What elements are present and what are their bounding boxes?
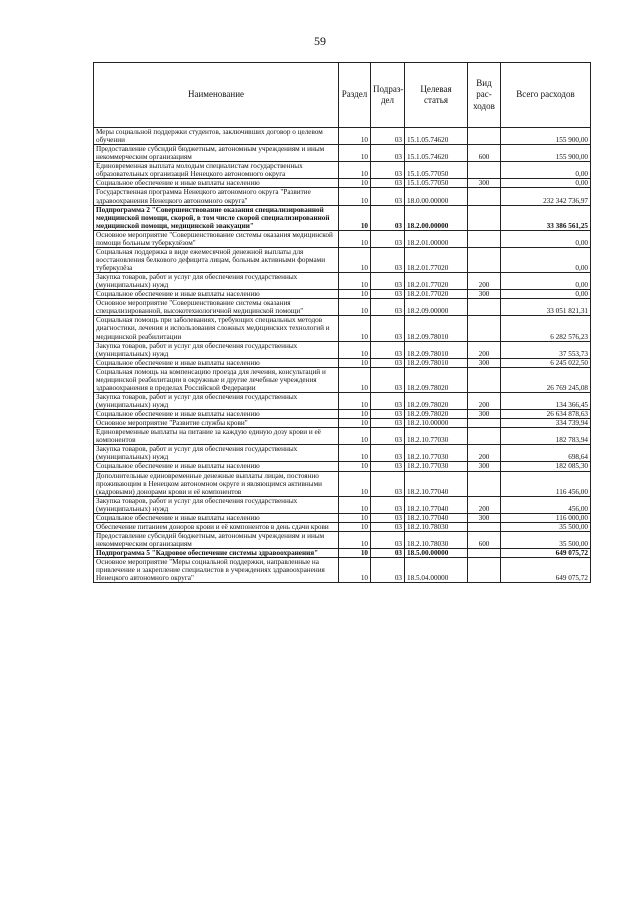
cell-section: 10	[339, 367, 371, 392]
cell-total: 182 085,30	[501, 462, 591, 471]
cell-type: 200	[468, 496, 501, 513]
cell-type	[468, 419, 501, 428]
cell-target: 18.2.10.77040	[405, 496, 468, 513]
table-row	[94, 392, 591, 409]
cell-subsection: 03	[371, 179, 405, 188]
cell-subsection: 03	[371, 247, 405, 272]
cell-total: 0,00	[501, 273, 591, 290]
cell-type: 600	[468, 531, 501, 548]
cell-target: 15.1.05.74620	[405, 145, 468, 162]
cell-type	[468, 522, 501, 531]
cell-type	[468, 188, 501, 205]
cell-subsection: 03	[371, 205, 405, 230]
cell-type: 300	[468, 462, 501, 471]
cell-subsection: 03	[371, 188, 405, 205]
cell-subsection: 03	[371, 462, 405, 471]
cell-name: Единовременные выплаты на питание за каждую единую дозу крови и её компонентов	[94, 428, 339, 445]
cell-type: 200	[468, 445, 501, 462]
cell-name: Основное мероприятие "Меры социальной поддержки, направленные на привлечение и закрепление специалистов в учреждениях здравоохранения Ненецкого автономного округа"	[94, 558, 339, 583]
cell-name: Социальное обеспечение и иные выплаты населению	[94, 513, 339, 522]
cell-target: 18.2.10.77040	[405, 471, 468, 496]
table-row	[94, 549, 591, 558]
table-row	[94, 299, 591, 316]
cell-section: 10	[339, 247, 371, 272]
table-row	[94, 462, 591, 471]
cell-subsection: 03	[371, 471, 405, 496]
table-row	[94, 428, 591, 445]
header-subsection-line-2: дел	[380, 95, 395, 105]
cell-name: Закупка товаров, работ и услуг для обеспечения государственных (муниципальных) нужд	[94, 273, 339, 290]
cell-target: 18.0.00.00000	[405, 188, 468, 205]
cell-total: 6 245 022,50	[501, 358, 591, 367]
cell-section: 10	[339, 205, 371, 230]
table-row	[94, 358, 591, 367]
cell-subsection: 03	[371, 428, 405, 445]
cell-subsection: 03	[371, 419, 405, 428]
cell-section: 10	[339, 179, 371, 188]
table-row	[94, 273, 591, 290]
cell-total: 35 500,00	[501, 522, 591, 531]
cell-subsection: 03	[371, 522, 405, 531]
cell-name: Обеспечение питанием доноров крови и её компонентов в день сдачи крови	[94, 522, 339, 531]
cell-target: 18.2.01.00000	[405, 230, 468, 247]
cell-section: 10	[339, 316, 371, 341]
cell-target: 18.2.10.78030	[405, 531, 468, 548]
cell-total: 155 900,00	[501, 145, 591, 162]
table-row	[94, 188, 591, 205]
cell-type: 300	[468, 179, 501, 188]
table-row	[94, 513, 591, 522]
cell-subsection: 03	[371, 341, 405, 358]
table-row	[94, 145, 591, 162]
cell-subsection: 03	[371, 558, 405, 583]
cell-target: 18.2.09.78010	[405, 358, 468, 367]
header-subsection-line-1: Подраз-	[373, 83, 404, 94]
cell-name: Закупка товаров, работ и услуг для обеспечения государственных (муниципальных) нужд	[94, 496, 339, 513]
table-row	[94, 471, 591, 496]
cell-target: 18.2.09.78010	[405, 316, 468, 341]
cell-target: 15.1.05.74620	[405, 128, 468, 145]
table-row	[94, 341, 591, 358]
header-type-line-1: Вид	[476, 78, 492, 89]
budget-table	[93, 62, 591, 583]
cell-name: Социальное обеспечение и иные выплаты населению	[94, 290, 339, 299]
cell-name: Закупка товаров, работ и услуг для обеспечения государственных (муниципальных) нужд	[94, 445, 339, 462]
cell-section: 10	[339, 513, 371, 522]
cell-target: 18.2.10.77030	[405, 445, 468, 462]
table-row	[94, 531, 591, 548]
cell-target: 18.2.10.77030	[405, 428, 468, 445]
table-row	[94, 410, 591, 419]
cell-target: 15.1.05.77050	[405, 179, 468, 188]
table-row	[94, 205, 591, 230]
cell-name: Основное мероприятие "Развитие службы крови"	[94, 419, 339, 428]
cell-target: 18.2.01.77020	[405, 247, 468, 272]
cell-subsection: 03	[371, 162, 405, 179]
header-type-line-2: рас-	[476, 89, 492, 100]
cell-target: 18.2.00.00000	[405, 205, 468, 230]
cell-section: 10	[339, 341, 371, 358]
cell-type	[468, 128, 501, 145]
cell-total: 6 282 576,23	[501, 316, 591, 341]
cell-type: 200	[468, 392, 501, 409]
cell-section: 10	[339, 410, 371, 419]
cell-name: Дополнительные единовременные денежные выплаты лицам, постоянно проживающим в Ненецком автономном округе и являющимся активными (кадровыми) донорами крови и её компонентов	[94, 471, 339, 496]
cell-total: 155 900,00	[501, 128, 591, 145]
cell-name: Предоставление субсидий бюджетным, автономным учреждениям и иным некоммерческим организациям	[94, 145, 339, 162]
cell-section: 10	[339, 230, 371, 247]
cell-section: 10	[339, 162, 371, 179]
table-row	[94, 367, 591, 392]
cell-total: 26 634 878,63	[501, 410, 591, 419]
header-type-line-3: ходов	[473, 100, 495, 111]
cell-total: 232 342 736,97	[501, 188, 591, 205]
header-total: Всего расходов	[501, 63, 591, 128]
cell-subsection: 03	[371, 445, 405, 462]
cell-subsection: 03	[371, 290, 405, 299]
cell-total: 33 386 561,25	[501, 205, 591, 230]
table-row	[94, 179, 591, 188]
cell-target: 18.2.10.78030	[405, 522, 468, 531]
cell-name: Социальное обеспечение и иные выплаты населению	[94, 462, 339, 471]
cell-subsection: 03	[371, 531, 405, 548]
cell-section: 10	[339, 392, 371, 409]
cell-total: 0,00	[501, 247, 591, 272]
cell-name: Социальное обеспечение и иные выплаты населению	[94, 179, 339, 188]
table-row	[94, 496, 591, 513]
cell-total: 26 769 245,08	[501, 367, 591, 392]
cell-target: 18.2.10.77040	[405, 513, 468, 522]
cell-type	[468, 316, 501, 341]
table-row	[94, 230, 591, 247]
cell-type	[468, 205, 501, 230]
cell-type	[468, 299, 501, 316]
cell-subsection: 03	[371, 367, 405, 392]
cell-type	[468, 247, 501, 272]
cell-type: 300	[468, 358, 501, 367]
cell-target: 18.5.00.00000	[405, 549, 468, 558]
cell-name: Единовременная выплата молодым специалистам государственных образовательных организаций Ненецкого автономного округа	[94, 162, 339, 179]
cell-subsection: 03	[371, 496, 405, 513]
header-target-line-1: Целевая	[420, 83, 452, 94]
cell-total: 334 739,94	[501, 419, 591, 428]
cell-total: 0,00	[501, 230, 591, 247]
cell-total: 649 075,72	[501, 549, 591, 558]
cell-subsection: 03	[371, 273, 405, 290]
table-row	[94, 445, 591, 462]
cell-subsection: 03	[371, 358, 405, 367]
cell-section: 10	[339, 299, 371, 316]
cell-type	[468, 428, 501, 445]
cell-subsection: 03	[371, 230, 405, 247]
cell-type	[468, 558, 501, 583]
cell-subsection: 03	[371, 299, 405, 316]
cell-type: 300	[468, 410, 501, 419]
cell-target: 18.2.01.77020	[405, 290, 468, 299]
cell-subsection: 03	[371, 513, 405, 522]
cell-subsection: 03	[371, 410, 405, 419]
cell-section: 10	[339, 188, 371, 205]
cell-total: 456,00	[501, 496, 591, 513]
cell-name: Подпрограмма 5 "Кадровое обеспечение системы здравоохранения"	[94, 549, 339, 558]
cell-section: 10	[339, 290, 371, 299]
cell-total: 698,64	[501, 445, 591, 462]
cell-total: 0,00	[501, 290, 591, 299]
table-row	[94, 316, 591, 341]
header-name: Наименование	[94, 63, 339, 128]
cell-target: 15.1.05.77050	[405, 162, 468, 179]
cell-section: 10	[339, 549, 371, 558]
cell-total: 0,00	[501, 162, 591, 179]
cell-type	[468, 162, 501, 179]
cell-type: 200	[468, 341, 501, 358]
cell-type	[468, 230, 501, 247]
table-body	[94, 128, 591, 583]
cell-subsection: 03	[371, 145, 405, 162]
table-header	[94, 63, 591, 128]
cell-target: 18.5.04.00000	[405, 558, 468, 583]
cell-type: 300	[468, 513, 501, 522]
cell-target: 18.2.10.77030	[405, 462, 468, 471]
table-row	[94, 522, 591, 531]
cell-type: 600	[468, 145, 501, 162]
cell-target: 18.2.09.00000	[405, 299, 468, 316]
header-type	[468, 63, 501, 128]
header-target	[405, 63, 468, 128]
header-subsection	[371, 63, 405, 128]
cell-section: 10	[339, 445, 371, 462]
cell-total: 116 456,00	[501, 471, 591, 496]
cell-name: Основное мероприятие "Совершенствование системы оказания медицинской помощи больным туберкулёзом"	[94, 230, 339, 247]
cell-target: 18.2.09.78020	[405, 367, 468, 392]
cell-section: 10	[339, 471, 371, 496]
header-target-line-2: статья	[424, 95, 448, 105]
cell-total: 0,00	[501, 179, 591, 188]
cell-section: 10	[339, 462, 371, 471]
cell-section: 10	[339, 128, 371, 145]
cell-name: Подпрограмма 2 "Совершенствование оказания специализированной медицинской помощи, скорой, в том числе скорой специализированной медицинской помощи, медицинской эвакуации"	[94, 205, 339, 230]
cell-name: Государственная программа Ненецкого автономного округа "Развитие здравоохранения Ненецкого автономного округа"	[94, 188, 339, 205]
table-row	[94, 419, 591, 428]
cell-type: 200	[468, 273, 501, 290]
cell-target: 18.2.01.77020	[405, 273, 468, 290]
cell-name: Закупка товаров, работ и услуг для обеспечения государственных (муниципальных) нужд	[94, 392, 339, 409]
cell-section: 10	[339, 428, 371, 445]
cell-name: Основное мероприятие "Совершенствование системы оказания специализированной, высокотехнологичной медицинской помощи"	[94, 299, 339, 316]
cell-section: 10	[339, 145, 371, 162]
cell-section: 10	[339, 496, 371, 513]
page-number: 59	[314, 34, 326, 48]
cell-section: 10	[339, 522, 371, 531]
cell-total: 37 553,73	[501, 341, 591, 358]
cell-section: 10	[339, 273, 371, 290]
table-row	[94, 128, 591, 145]
table-row	[94, 558, 591, 583]
cell-total: 649 075,72	[501, 558, 591, 583]
header-section: Раздел	[339, 63, 371, 128]
cell-name: Социальная помощь при заболеваниях, требующих специальных методов диагностики, лечения и использования сложных медицинских технологий и медицинской реабилитации	[94, 316, 339, 341]
cell-target: 18.2.09.78020	[405, 392, 468, 409]
table-row	[94, 247, 591, 272]
cell-name: Меры социальной поддержки студентов, заключивших договор о целевом обучении	[94, 128, 339, 145]
cell-name: Социальная помощь на компенсацию проезда для лечения, консультаций и медицинской реабилитации в окружные и другие лечебные учреждения здравоохранения в пределах Российской Федерации	[94, 367, 339, 392]
cell-total: 116 000,00	[501, 513, 591, 522]
cell-section: 10	[339, 358, 371, 367]
cell-name: Социальное обеспечение и иные выплаты населению	[94, 358, 339, 367]
cell-total: 134 366,45	[501, 392, 591, 409]
cell-section: 10	[339, 419, 371, 428]
cell-type	[468, 367, 501, 392]
cell-target: 18.2.09.78020	[405, 410, 468, 419]
cell-section: 10	[339, 531, 371, 548]
cell-total: 33 051 821,31	[501, 299, 591, 316]
cell-subsection: 03	[371, 392, 405, 409]
cell-type: 300	[468, 290, 501, 299]
cell-name: Социальная поддержка в виде ежемесячной денежной выплаты для восстановления белкового дефицита лицам, больным активными формами туберкулёза	[94, 247, 339, 272]
cell-subsection: 03	[371, 549, 405, 558]
cell-target: 18.2.10.00000	[405, 419, 468, 428]
cell-type	[468, 549, 501, 558]
cell-subsection: 03	[371, 128, 405, 145]
cell-total: 182 783,94	[501, 428, 591, 445]
cell-type	[468, 471, 501, 496]
cell-subsection: 03	[371, 316, 405, 341]
cell-section: 10	[339, 558, 371, 583]
table-row	[94, 162, 591, 179]
cell-name: Предоставление субсидий бюджетным, автономным учреждениям и иным некоммерческим организациям	[94, 531, 339, 548]
cell-name: Закупка товаров, работ и услуг для обеспечения государственных (муниципальных) нужд	[94, 341, 339, 358]
table-row	[94, 290, 591, 299]
cell-target: 18.2.09.78010	[405, 341, 468, 358]
cell-total: 35 500,00	[501, 531, 591, 548]
cell-name: Социальное обеспечение и иные выплаты населению	[94, 410, 339, 419]
